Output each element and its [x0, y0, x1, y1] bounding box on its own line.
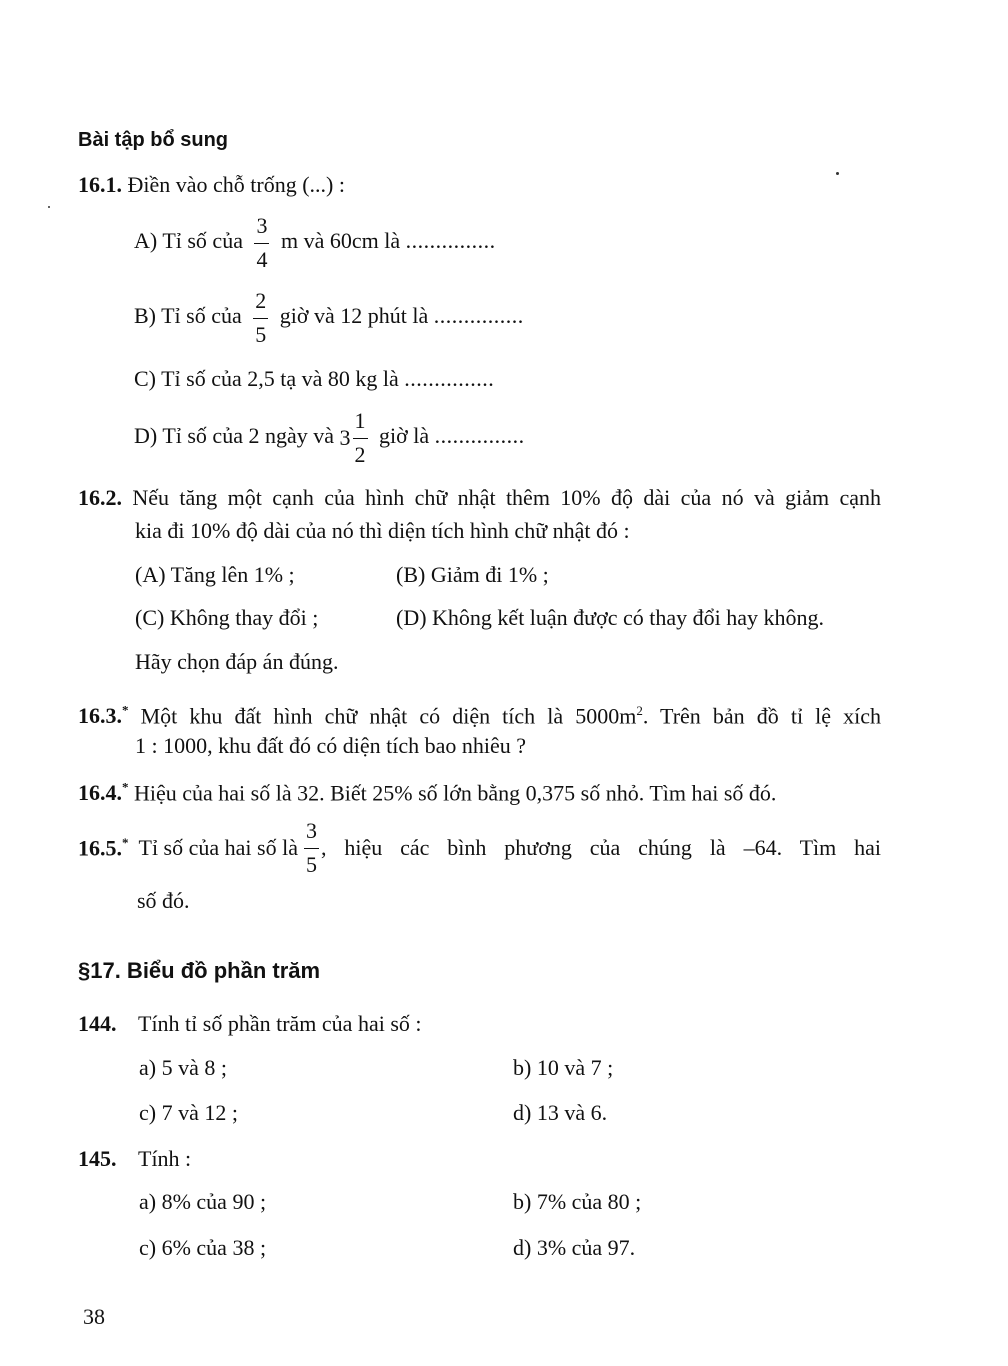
item-144-c: c) 7 và 12 ; [139, 1100, 238, 1125]
fraction [304, 820, 319, 876]
scan-speck [48, 206, 50, 208]
problem-16-3-line2: 1 : 1000, khu đất đó có diện tích bao nhiêu ? [135, 733, 527, 758]
item-16-1-a [134, 215, 496, 271]
fraction-numerator: 2 [255, 288, 267, 313]
problem-16-2-line2: kia đi 10% độ dài của nó thì diện tích hình chữ nhật đó : [135, 518, 630, 543]
problem-number: 16.1. [78, 172, 122, 197]
problem-144 [78, 1013, 422, 1035]
item-145-a: a) 8% của 90 ; [139, 1189, 267, 1214]
problem-145 [78, 1148, 191, 1170]
problem-number: 16.4.* [78, 780, 129, 806]
problem-16-5-line1 [78, 820, 881, 876]
item-text: giờ và 12 phút là [279, 303, 429, 329]
scan-speck [836, 172, 839, 175]
problem-number: 144. [78, 1011, 117, 1036]
item-144-b: b) 10 và 7 ; [513, 1055, 614, 1080]
problem-number: 145. [78, 1146, 117, 1171]
option-a: (A) Tăng lên 1% ; [135, 562, 295, 587]
problem-text: Hiệu của hai số là 32. Biết 25% số lớn bằng 0,375 số nhỏ. Tìm hai số đó. [134, 780, 777, 806]
item-text: m và 60cm là [280, 228, 401, 254]
problem-16-1 [78, 174, 345, 196]
item-text: A) Tỉ số của [134, 228, 243, 254]
problem-text: , hiệu các bình phương của chúng là –64. Tìm hai [320, 835, 881, 860]
item-145-b: b) 7% của 80 ; [513, 1189, 642, 1214]
fraction-numerator: 1 [354, 408, 366, 433]
section-17-heading: §17. Biểu đồ phần trăm [78, 958, 321, 983]
fraction-numerator: 3 [305, 818, 317, 843]
fraction-bar [353, 438, 368, 439]
problem-number: 16.2. [78, 485, 122, 510]
answer-blank: ............... [405, 228, 496, 254]
fraction-denominator: 5 [255, 322, 267, 347]
problem-number: 16.5.* [78, 835, 129, 861]
problem-16-4 [78, 781, 776, 804]
problem-number: 16.3.* [78, 703, 129, 729]
answer-blank: ............... [433, 303, 524, 329]
item-16-1-b [134, 290, 524, 346]
item-text: D) Tỉ số của 2 ngày và [134, 423, 334, 449]
option-d: (D) Không kết luận được có thay đổi hay không. [396, 605, 825, 630]
fraction-bar [254, 243, 269, 244]
option-b: (B) Giảm đi 1% ; [396, 562, 549, 587]
item-text: B) Tỉ số của [134, 303, 242, 329]
problem-text: . Trên bản đồ tỉ lệ xích [642, 703, 881, 729]
item-text: C) Tỉ số của 2,5 tạ và 80 kg là [134, 366, 399, 391]
problem-16-5-line2: số đó. [137, 888, 190, 913]
fraction-denominator: 2 [354, 442, 366, 467]
fraction-denominator: 5 [305, 852, 317, 877]
item-145-c: c) 6% của 38 ; [139, 1235, 267, 1260]
item-144-d: d) 13 và 6. [513, 1100, 608, 1125]
answer-blank: ............... [404, 366, 495, 391]
item-16-1-d [134, 410, 525, 466]
fraction-denominator: 4 [256, 247, 268, 272]
fraction-bar [304, 848, 319, 849]
supplementary-heading: Bài tập bổ sung [78, 129, 228, 151]
problem-16-2-line1 [78, 487, 881, 509]
mixed-whole: 3 [339, 425, 351, 450]
item-144-a: a) 5 và 8 ; [139, 1055, 227, 1080]
fraction [253, 290, 268, 346]
answer-instruction: Hãy chọn đáp án đúng. [135, 649, 339, 674]
fraction [254, 215, 269, 271]
item-text: giờ là [379, 423, 430, 449]
problem-text: Tỉ số của hai số là [138, 835, 298, 860]
fraction-bar [253, 318, 268, 319]
mixed-number [340, 410, 374, 466]
problem-text: Nếu tăng một cạnh của hình chữ nhật thêm 10% độ dài của nó và giảm cạnh [132, 485, 882, 510]
problem-prompt: Tính tỉ số phần trăm của hai số : [138, 1011, 422, 1036]
problem-16-3-line1 [78, 700, 881, 727]
problem-prompt: Điền vào chỗ trống (...) : [127, 172, 345, 197]
fraction [353, 410, 368, 466]
option-c: (C) Không thay đổi ; [135, 605, 319, 630]
item-145-d: d) 3% của 97. [513, 1235, 636, 1260]
answer-blank: ............... [434, 423, 525, 449]
exponent: 2 [636, 703, 643, 718]
problem-text: Một khu đất hình chữ nhật có diện tích là 5000m [140, 703, 637, 729]
page-number: 38 [83, 1304, 105, 1329]
fraction-numerator: 3 [256, 213, 268, 238]
problem-prompt: Tính : [138, 1146, 192, 1171]
item-16-1-c [134, 368, 494, 390]
